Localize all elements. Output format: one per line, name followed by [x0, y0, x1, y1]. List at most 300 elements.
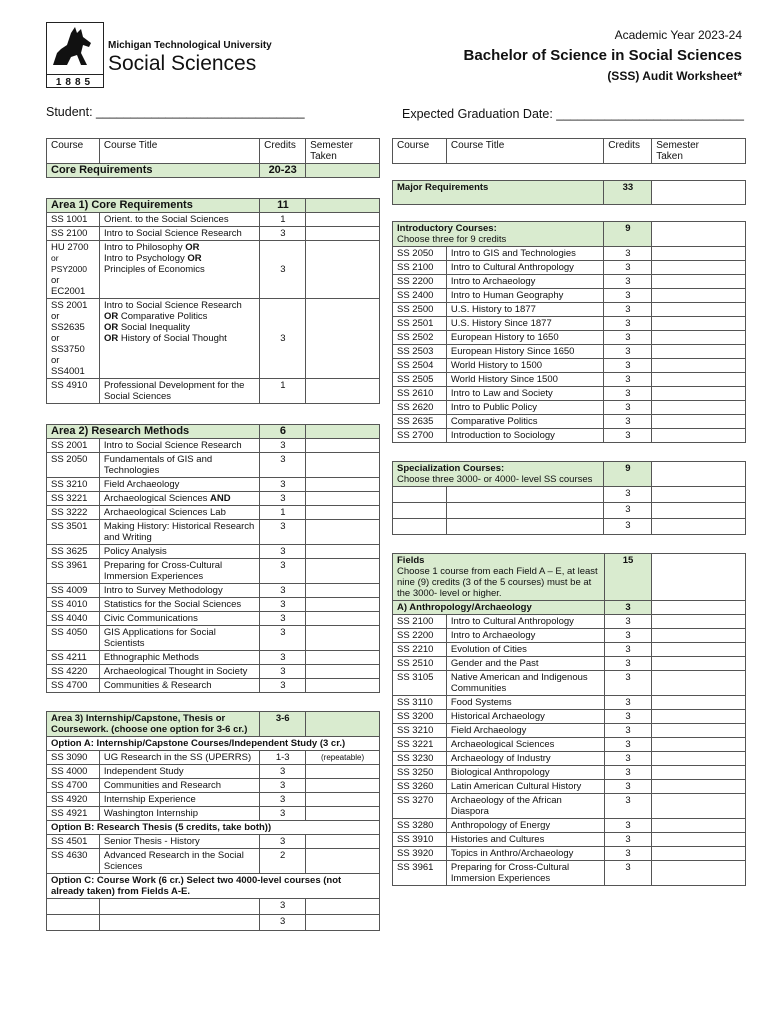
table-row	[47, 751, 380, 765]
course-credits: 3	[260, 241, 306, 299]
blank-row	[47, 915, 380, 931]
semester-cell[interactable]	[652, 752, 746, 766]
course-code: SS 3501	[47, 520, 100, 545]
semester-cell[interactable]	[652, 724, 746, 738]
semester-cell[interactable]	[652, 429, 746, 443]
course-credits: 3	[604, 331, 652, 345]
semester-cell[interactable]	[306, 379, 380, 404]
table-row	[47, 492, 380, 506]
course-code: SS 2510	[393, 657, 447, 671]
course-title: Intro to Archaeology	[446, 629, 604, 643]
semester-cell[interactable]	[652, 181, 746, 205]
specialization-label: Specialization Courses: Choose three 3000- or 4000- level SS courses	[393, 462, 604, 487]
course-title: Making History: Historical Research and Writing	[99, 520, 260, 545]
course-credits: 3	[604, 429, 652, 443]
course-code: SS 3230	[393, 752, 447, 766]
course-title: Biological Anthropology	[446, 766, 604, 780]
course-title: European History Since 1650	[446, 345, 604, 359]
course-title: Native American and Indigenous Communities	[446, 671, 604, 696]
course-title: Anthropology of Energy	[446, 819, 604, 833]
table-row	[393, 289, 746, 303]
course-credits: 3	[604, 861, 652, 886]
semester-cell[interactable]	[306, 506, 380, 520]
semester-cell[interactable]	[306, 584, 380, 598]
course-code-input[interactable]	[393, 519, 447, 535]
course-code-input[interactable]	[47, 915, 100, 931]
semester-cell[interactable]	[306, 439, 380, 453]
course-title-input[interactable]	[446, 519, 604, 535]
field-a-credits: 3	[604, 601, 652, 615]
course-code: SS 3221	[393, 738, 447, 752]
course-credits: 2	[260, 849, 306, 874]
header-credits: Credits	[260, 139, 306, 164]
course-code: SS 3961	[393, 861, 447, 886]
course-credits: 3	[260, 651, 306, 665]
semester-cell[interactable]	[652, 345, 746, 359]
table-row	[393, 819, 746, 833]
course-title: Advanced Research in the Social Sciences	[99, 849, 259, 874]
course-title: Preparing for Cross-Cultural Immersion Experiences	[99, 559, 260, 584]
table-row	[47, 793, 380, 807]
course-title: Preparing for Cross-Cultural Immersion Experiences	[446, 861, 604, 886]
semester-cell[interactable]	[306, 425, 380, 439]
table-row	[47, 213, 380, 227]
course-code: SS 2001 or SS2635 or SS3750 or SS4001	[47, 299, 100, 379]
semester-cell[interactable]	[652, 359, 746, 373]
course-code: SS 2210	[393, 643, 447, 657]
course-title: Statistics for the Social Sciences	[99, 598, 260, 612]
table-row	[393, 710, 746, 724]
course-credits: 3	[604, 359, 652, 373]
table-row	[393, 331, 746, 345]
course-code: SS 4009	[47, 584, 100, 598]
semester-cell[interactable]	[652, 643, 746, 657]
semester-cell[interactable]	[652, 462, 746, 487]
course-title: Histories and Cultures	[446, 833, 604, 847]
course-credits: 3	[260, 439, 306, 453]
field-a-label: A) Anthropology/Archaeology	[393, 601, 605, 615]
course-credits: 3	[260, 665, 306, 679]
course-credits: 3	[260, 453, 306, 478]
course-code: SS 2400	[393, 289, 447, 303]
header-course: Course	[47, 139, 100, 164]
course-code-input[interactable]	[47, 899, 100, 915]
course-title: Archaeological Thought in Society	[99, 665, 260, 679]
semester-cell[interactable]	[306, 665, 380, 679]
founded-year: 1885	[47, 74, 103, 91]
table-row	[393, 833, 746, 847]
course-code: SS 3110	[393, 696, 447, 710]
course-credits: 3	[604, 724, 652, 738]
course-title: Fundamentals of GIS and Technologies	[99, 453, 260, 478]
semester-cell[interactable]	[306, 651, 380, 665]
course-credits: 3	[260, 679, 306, 693]
core-table	[46, 138, 380, 178]
semester-cell[interactable]	[652, 401, 746, 415]
semester-cell[interactable]	[652, 415, 746, 429]
semester-cell[interactable]	[652, 554, 746, 601]
repeatable-note: (repeatable)	[306, 751, 380, 765]
course-code: SS 2100	[393, 615, 447, 629]
area2-table	[46, 424, 380, 693]
course-credits: 3	[604, 752, 652, 766]
semester-cell[interactable]	[652, 222, 746, 247]
course-title: Policy Analysis	[99, 545, 260, 559]
header-credits: Credits	[604, 139, 652, 164]
course-code: SS 3210	[393, 724, 447, 738]
course-code: SS 1001	[47, 213, 100, 227]
table-row	[47, 559, 380, 584]
semester-cell[interactable]	[306, 598, 380, 612]
course-code: SS 4000	[47, 765, 100, 779]
right-header-table	[392, 138, 746, 164]
semester-cell[interactable]	[652, 738, 746, 752]
semester-cell[interactable]	[652, 247, 746, 261]
course-credits: 3	[260, 765, 306, 779]
course-credits: 3	[260, 559, 306, 584]
course-title: Ethnographic Methods	[99, 651, 260, 665]
course-credits: 3	[260, 598, 306, 612]
semester-cell[interactable]	[306, 899, 380, 915]
area3-table	[46, 711, 380, 931]
course-code: SS 2050	[393, 247, 447, 261]
table-row	[393, 738, 746, 752]
semester-cell[interactable]	[652, 387, 746, 401]
semester-cell[interactable]	[306, 559, 380, 584]
semester-cell[interactable]	[306, 915, 380, 931]
course-code-input[interactable]	[393, 503, 447, 519]
course-credits: 3	[604, 696, 652, 710]
course-credits: 3	[604, 261, 652, 275]
course-credits: 3	[604, 847, 652, 861]
semester-cell[interactable]	[306, 712, 380, 737]
header-course: Course	[393, 139, 447, 164]
semester-cell[interactable]	[306, 612, 380, 626]
right-column	[392, 138, 746, 886]
course-credits: 3	[260, 520, 306, 545]
course-code: SS 3270	[393, 794, 447, 819]
semester-cell[interactable]	[652, 629, 746, 643]
semester-cell[interactable]	[306, 227, 380, 241]
table-row	[47, 584, 380, 598]
semester-cell[interactable]	[652, 503, 746, 519]
header-semester: Semester Taken	[306, 139, 380, 164]
course-credits: 3	[604, 387, 652, 401]
course-credits: 3	[604, 519, 652, 535]
course-code: HU 2700 or PSY2000 or EC2001	[47, 241, 100, 299]
page-title: Bachelor of Science in Social Sciences	[463, 47, 742, 64]
university-logo	[46, 22, 104, 88]
semester-cell[interactable]	[652, 766, 746, 780]
table-row	[393, 629, 746, 643]
page-subtitle: (SSS) Audit Worksheet*	[607, 69, 742, 83]
semester-cell[interactable]	[306, 835, 380, 849]
table-row	[47, 651, 380, 665]
semester-cell[interactable]	[306, 520, 380, 545]
course-code: SS 4211	[47, 651, 100, 665]
semester-cell[interactable]	[652, 373, 746, 387]
semester-cell[interactable]	[306, 478, 380, 492]
area3-credits: 3-6	[260, 712, 306, 737]
course-code: SS 2610	[393, 387, 447, 401]
course-credits: 3	[260, 835, 306, 849]
course-credits: 3	[604, 487, 652, 503]
course-code: SS 2501	[393, 317, 447, 331]
semester-cell[interactable]	[652, 487, 746, 503]
table-row	[393, 401, 746, 415]
semester-cell[interactable]	[306, 299, 380, 379]
table-row	[393, 780, 746, 794]
course-credits: 3	[260, 807, 306, 821]
course-title-input[interactable]	[446, 487, 604, 503]
semester-cell[interactable]	[652, 261, 746, 275]
option-b-label: Option B: Research Thesis (5 credits, take both))	[47, 821, 380, 835]
course-credits: 3	[604, 738, 652, 752]
table-row	[393, 345, 746, 359]
semester-cell[interactable]	[306, 164, 380, 178]
course-title: Intro to Human Geography	[446, 289, 604, 303]
semester-cell[interactable]	[652, 833, 746, 847]
left-column	[46, 138, 380, 931]
course-code: SS 2100	[393, 261, 447, 275]
course-credits: 3	[604, 289, 652, 303]
table-row	[393, 794, 746, 819]
table-row	[47, 379, 380, 404]
core-credits: 20-23	[260, 164, 306, 178]
course-code: SS 2502	[393, 331, 447, 345]
university-name: Michigan Technological University	[108, 40, 272, 51]
semester-cell[interactable]	[306, 779, 380, 793]
blank-row	[393, 503, 746, 519]
major-table	[392, 180, 746, 205]
course-title: Archaeological Sciences	[446, 738, 604, 752]
semester-cell[interactable]	[652, 671, 746, 696]
course-credits: 3	[260, 915, 306, 931]
semester-cell[interactable]	[306, 453, 380, 478]
course-code: SS 2505	[393, 373, 447, 387]
course-title: Senior Thesis - History	[99, 835, 259, 849]
area1-credits: 11	[260, 199, 306, 213]
course-credits: 3	[604, 766, 652, 780]
table-row	[47, 807, 380, 821]
semester-cell[interactable]	[652, 710, 746, 724]
semester-cell[interactable]	[652, 303, 746, 317]
course-credits: 3	[604, 503, 652, 519]
course-code: SS 4700	[47, 779, 100, 793]
course-credits: 3	[260, 299, 306, 379]
course-credits: 1	[260, 506, 306, 520]
core-requirements-label: Core Requirements	[47, 164, 260, 178]
course-credits: 3	[604, 303, 652, 317]
table-row	[47, 299, 380, 379]
course-title: Intro to GIS and Technologies	[446, 247, 604, 261]
course-code: SS 2200	[393, 629, 447, 643]
course-title: Intro to Law and Society	[446, 387, 604, 401]
semester-cell[interactable]	[652, 601, 746, 615]
semester-cell[interactable]	[306, 626, 380, 651]
course-credits: 3	[604, 819, 652, 833]
course-credits: 3	[260, 779, 306, 793]
course-title: Intro to Social Science Research OR Comparative Politics OR Social Inequality OR History of Social Thought	[99, 299, 260, 379]
course-code-input[interactable]	[393, 487, 447, 503]
course-title: U.S. History to 1877	[446, 303, 604, 317]
table-row	[393, 643, 746, 657]
table-row	[47, 765, 380, 779]
husky-icon	[47, 23, 103, 69]
area3-label: Area 3) Internship/Capstone, Thesis or Coursework. (choose one option for 3-6 cr.)	[47, 712, 260, 737]
table-row	[393, 615, 746, 629]
course-credits: 3	[260, 612, 306, 626]
table-row	[393, 696, 746, 710]
table-row	[47, 626, 380, 651]
table-row	[47, 679, 380, 693]
course-credits: 3	[604, 317, 652, 331]
semester-cell[interactable]	[652, 819, 746, 833]
course-title: Evolution of Cities	[446, 643, 604, 657]
course-code: SS 3210	[47, 478, 100, 492]
course-title: Topics in Anthro/Archaeology	[446, 847, 604, 861]
semester-cell[interactable]	[652, 317, 746, 331]
table-row	[393, 752, 746, 766]
semester-cell[interactable]	[306, 765, 380, 779]
specialization-table	[392, 461, 746, 535]
graduation-date-field[interactable]: Expected Graduation Date: ___________________________	[402, 107, 744, 121]
course-credits: 3	[260, 793, 306, 807]
table-row	[393, 429, 746, 443]
semester-cell[interactable]	[306, 241, 380, 299]
course-title: U.S. History Since 1877	[446, 317, 604, 331]
course-title-input[interactable]	[99, 899, 259, 915]
table-row	[393, 724, 746, 738]
course-code: SS 3090	[47, 751, 100, 765]
course-code: SS 3250	[393, 766, 447, 780]
course-title: Archaeology of the African Diaspora	[446, 794, 604, 819]
course-title: Archaeological Sciences AND	[99, 492, 260, 506]
course-credits: 3	[260, 492, 306, 506]
course-title-input[interactable]	[99, 915, 259, 931]
course-code: SS 4040	[47, 612, 100, 626]
semester-cell[interactable]	[652, 847, 746, 861]
blank-row	[393, 519, 746, 535]
course-credits: 3	[604, 415, 652, 429]
course-code: SS 2001	[47, 439, 100, 453]
major-requirements-label: Major Requirements	[393, 181, 604, 205]
table-row	[47, 227, 380, 241]
course-title: Civic Communications	[99, 612, 260, 626]
course-title: Archaeology of Industry	[446, 752, 604, 766]
course-credits: 3	[604, 247, 652, 261]
course-code: SS 2635	[393, 415, 447, 429]
semester-cell[interactable]	[306, 679, 380, 693]
course-credits: 3	[260, 899, 306, 915]
course-title: Intro to Public Policy	[446, 401, 604, 415]
course-code: SS 4220	[47, 665, 100, 679]
course-title: Intro to Social Science Research	[99, 439, 260, 453]
course-title: Latin American Cultural History	[446, 780, 604, 794]
table-row	[393, 261, 746, 275]
course-code: SS 3105	[393, 671, 447, 696]
course-code: SS 3910	[393, 833, 447, 847]
course-code: SS 2200	[393, 275, 447, 289]
course-code: SS 4501	[47, 835, 100, 849]
table-row	[47, 453, 380, 478]
course-title: Communities & Research	[99, 679, 260, 693]
course-code: SS 2620	[393, 401, 447, 415]
course-credits: 3	[604, 275, 652, 289]
course-credits: 3	[260, 478, 306, 492]
academic-year: Academic Year 2023-24	[614, 28, 742, 42]
semester-cell[interactable]	[306, 793, 380, 807]
semester-cell[interactable]	[652, 331, 746, 345]
area2-label: Area 2) Research Methods	[47, 425, 260, 439]
intro-label: Introductory Courses: Choose three for 9 credits	[393, 222, 604, 247]
semester-cell[interactable]	[306, 213, 380, 227]
course-title-input[interactable]	[446, 503, 604, 519]
table-row	[393, 657, 746, 671]
course-code: SS 4910	[47, 379, 100, 404]
course-title: World History Since 1500	[446, 373, 604, 387]
course-code: SS 4050	[47, 626, 100, 651]
course-credits: 3	[604, 615, 652, 629]
semester-cell[interactable]	[652, 794, 746, 819]
semester-cell[interactable]	[652, 861, 746, 886]
course-credits: 3	[604, 629, 652, 643]
course-credits: 3	[260, 227, 306, 241]
semester-cell[interactable]	[306, 807, 380, 821]
course-credits: 1	[260, 379, 306, 404]
specialization-credits: 9	[604, 462, 652, 487]
course-title: Field Archaeology	[99, 478, 260, 492]
intro-credits: 9	[604, 222, 652, 247]
course-credits: 3	[604, 373, 652, 387]
course-code: SS 2050	[47, 453, 100, 478]
semester-cell[interactable]	[652, 657, 746, 671]
semester-cell[interactable]	[306, 492, 380, 506]
course-credits: 3	[604, 794, 652, 819]
table-row	[47, 612, 380, 626]
course-title: Intro to Archaeology	[446, 275, 604, 289]
intro-table	[392, 221, 746, 443]
course-code: SS 3221	[47, 492, 100, 506]
semester-cell[interactable]	[652, 519, 746, 535]
semester-cell[interactable]	[652, 780, 746, 794]
semester-cell[interactable]	[652, 696, 746, 710]
table-row	[47, 506, 380, 520]
fields-credits: 15	[604, 554, 652, 601]
course-title: Intro to Social Science Research	[99, 227, 260, 241]
course-title: Field Archaeology	[446, 724, 604, 738]
course-credits: 3	[260, 626, 306, 651]
semester-cell[interactable]	[652, 289, 746, 303]
table-row	[47, 241, 380, 299]
fields-label: Fields Choose 1 course from each Field A – E, at least nine (9) credits (3 of the 5 courses) must be at the 3000- level or higher.	[393, 554, 605, 601]
table-row	[393, 303, 746, 317]
table-row	[47, 849, 380, 874]
course-credits: 3	[604, 643, 652, 657]
course-credits: 1-3	[260, 751, 306, 765]
course-title: Washington Internship	[99, 807, 259, 821]
semester-cell[interactable]	[306, 849, 380, 874]
semester-cell[interactable]	[306, 199, 380, 213]
table-row	[47, 478, 380, 492]
student-field[interactable]: Student: ______________________________	[46, 105, 305, 119]
semester-cell[interactable]	[306, 545, 380, 559]
semester-cell[interactable]	[652, 275, 746, 289]
area2-credits: 6	[260, 425, 306, 439]
course-title: Intro to Cultural Anthropology	[446, 261, 604, 275]
option-a-label: Option A: Internship/Capstone Courses/Independent Study (3 cr.)	[47, 737, 380, 751]
semester-cell[interactable]	[652, 615, 746, 629]
